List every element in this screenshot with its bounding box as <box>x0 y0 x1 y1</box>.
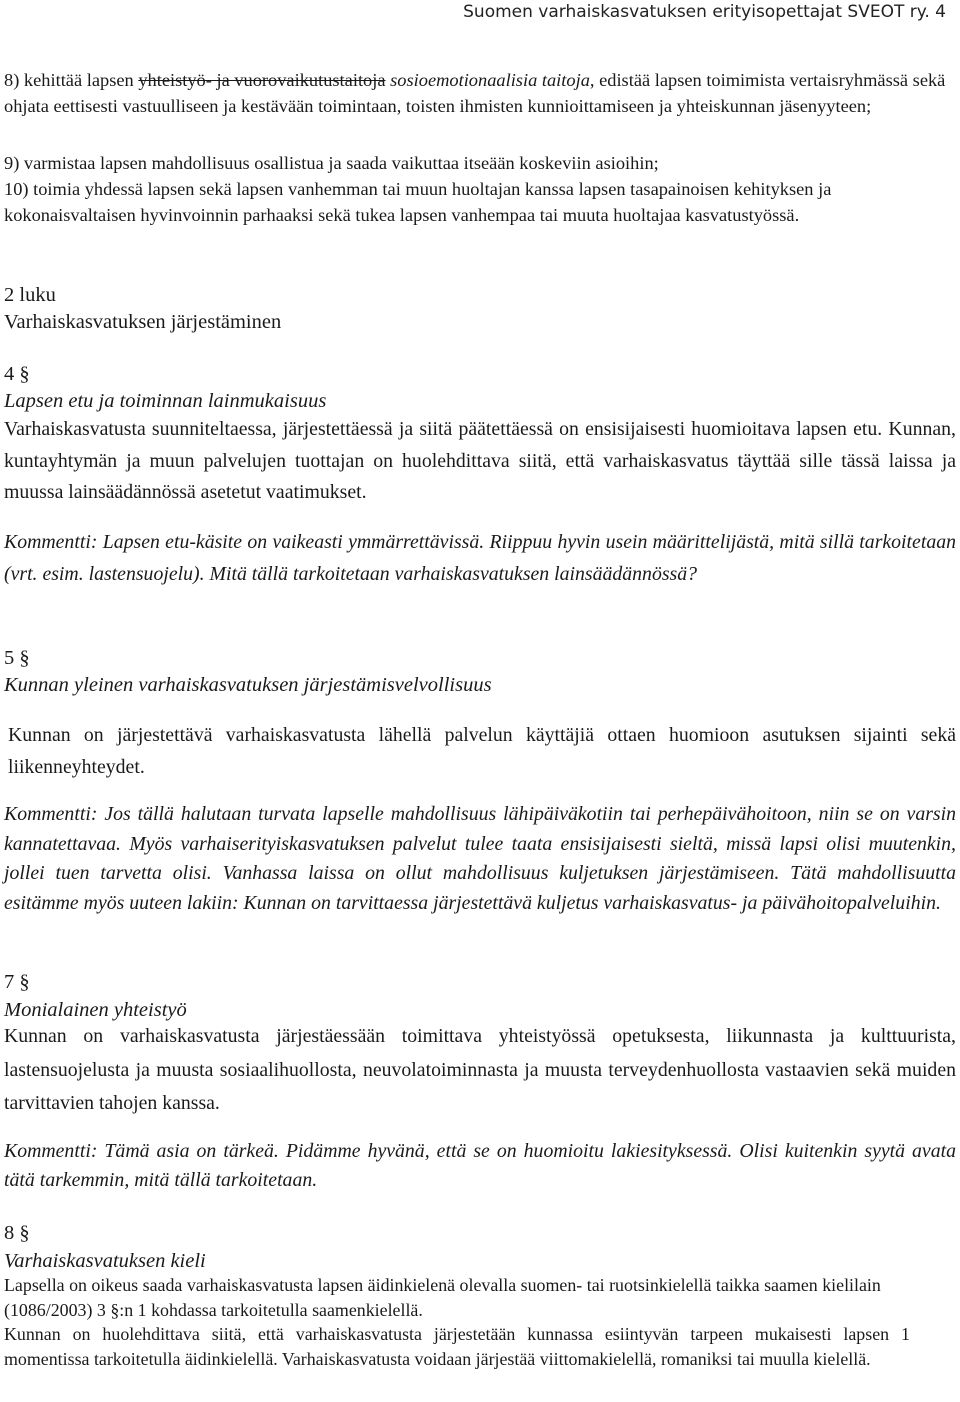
section-7-number: 7 § <box>4 971 30 993</box>
chapter-title: Varhaiskasvatuksen järjestäminen <box>4 311 282 333</box>
running-header: Suomen varhaiskasvatuksen erityisopettajat SVEOT ry. 4 <box>463 2 946 22</box>
section-5-comment: Kommentti: Jos tällä halutaan turvata lapselle mahdollisuus lähipäiväkotiin tai perhepäivähoitoon, niin se on varsin kannatettavaa. Myös varhaiserityiskasvatuksen palvelut tulee taata ensisijaisesti sieltä, missä lapsi olisi muutenkin, jollei tuen tarvetta olisi. Vanhassa laissa on ollut mahdollisuus kuljetuksen järjestämiseen. Tätä mahdollisuutta esitämme myös uuteen lakiin: Kunnan on tarvittaessa järjestettävä kuljetus varhaiskasvatus- ja päivähoitopalveluihin. <box>4 803 956 915</box>
section-5-number: 5 § <box>4 647 30 669</box>
section-4-number: 4 § <box>4 363 30 385</box>
item-8-rest: , edistää lapsen toimimista vertaisryhmässä sekä ohjata eettisesti vastuulliseen ja kestävään toimintaan, toisten ihmisten kunnioittamiseen ja yhteiskunnan jäsenyyteen; <box>4 70 946 117</box>
section-8-title: Varhaiskasvatuksen kieli <box>4 1250 206 1272</box>
section-7-title: Monialainen yhteistyö <box>4 999 187 1021</box>
chapter-number: 2 luku <box>4 284 56 306</box>
section-5-title: Kunnan yleinen varhaiskasvatuksen järjestämisvelvollisuus <box>4 674 492 696</box>
section-8-text-2: Kunnan on huolehdittava siitä, että varhaiskasvatusta järjestetään kunnassa esiintyvän tarpeen mukaisesti lapsen 1 momentissa tarkoitetulla äidinkielellä. Varhaiskasvatusta voidaan järjestää viittomakielellä, romaniksi tai muulla kielellä. <box>4 1324 910 1369</box>
list-item-8 <box>4 67 946 120</box>
list-item-9: 9) varmistaa lapsen mahdollisuus osallistua ja saada vaikuttaa itseään koskeviin asioihin; <box>4 153 659 173</box>
struck-text: yhteistyö- ja vuorovaikutustaitoja <box>138 70 386 90</box>
section-7-text: Kunnan on varhaiskasvatusta järjestäessään toimittava yhteistyössä opetuksesta, liikunnasta ja kulttuurista, lastensuojelusta ja muusta sosiaalihuollosta, neuvolatoiminnasta ja muusta terveydenhuollosta vastaavien sekä muiden tarvittavien tahojen kanssa. <box>4 1025 956 1114</box>
item-8-prefix: 8) kehittää lapsen <box>4 70 139 90</box>
list-item-10: 10) toimia yhdessä lapsen sekä lapsen vanhemman tai muun huoltajan kanssa lapsen tasapainoisen kehityksen ja kokonaisvaltaisen hyvinvoinnin parhaaksi sekä tukea lapsen vanhempaa tai muuta huoltajaa kasvatustyössä. <box>4 179 832 226</box>
section-4-title: Lapsen etu ja toiminnan lainmukaisuus <box>4 390 327 412</box>
section-5-text: Kunnan on järjestettävä varhaiskasvatusta lähellä palvelun käyttäjiä ottaen huomioon asutuksen sijainti sekä liikenneyhteydet. <box>8 724 956 778</box>
section-4-comment: Kommentti: Lapsen etu-käsite on vaikeasti ymmärrettävissä. Riippuu hyvin usein määrittelijästä, mitä sillä tarkoitetaan (vrt. esim. lastensuojelu). Mitä tällä tarkoitetaan varhaiskasvatuksen lainsäädännössä? <box>4 531 956 585</box>
section-4-text: Varhaiskasvatusta suunniteltaessa, järjestettäessä ja siitä päätettäessä on ensisijaisesti huomioitava lapsen etu. Kunnan, kuntayhtymän ja muun palvelujen tuottajan on huolehdittava siitä, että varhaiskasvatus täyttää sille tässä laissa ja muussa lainsäädännössä asetetut vaatimukset. <box>4 418 956 504</box>
section-8-number: 8 § <box>4 1222 30 1244</box>
inserted-text: sosioemotionaalisia taitoja <box>385 70 590 90</box>
section-7-comment-text: Kommentti: Tämä asia on tärkeä. Pidämme hyvänä, että se on huomioitu lakiesityksessä. Olisi kuitenkin syytä avata tätä tarkemmin, mitä tällä tarkoitetaan. <box>4 1140 956 1191</box>
section-7-comment <box>4 1137 956 1195</box>
section-8-text-1: Lapsella on oikeus saada varhaiskasvatusta lapsen äidinkielenä olevalla suomen- tai ruotsinkielellä taikka saamen kielilain (1086/2003) 3 §:n 1 kohdassa tarkoitetulla saamenkielellä. <box>4 1275 881 1320</box>
